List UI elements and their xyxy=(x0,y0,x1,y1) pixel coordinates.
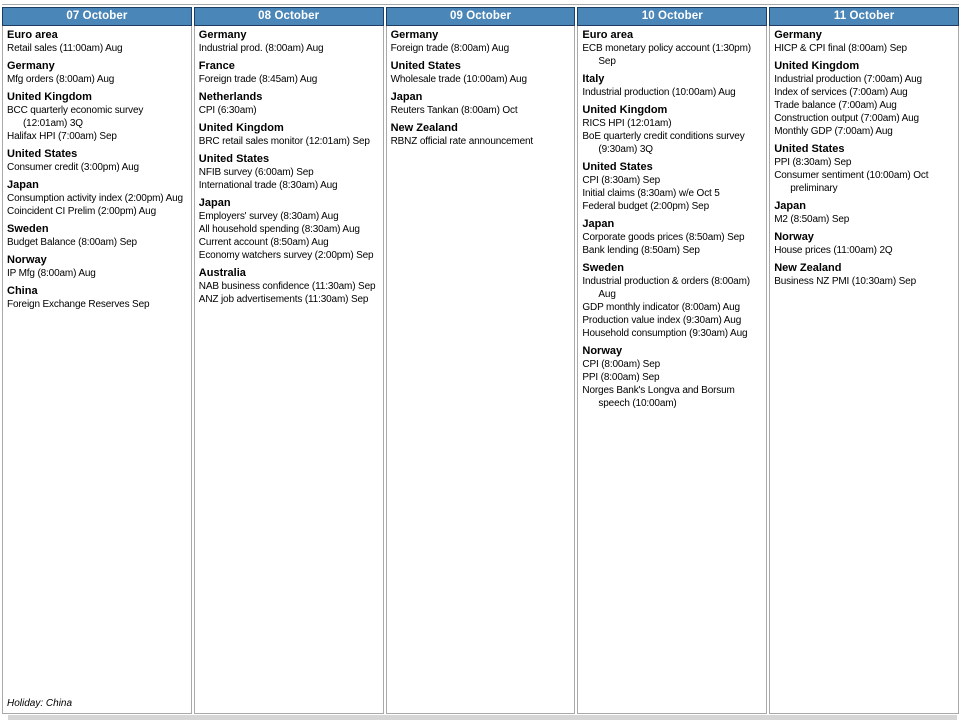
country-block xyxy=(199,91,380,117)
event-line: Consumer credit (3:00pm) Aug xyxy=(7,162,139,173)
country-name: United States xyxy=(198,153,270,165)
event-line: CPI (8:00am) Sep xyxy=(582,359,661,370)
country-name: Netherlands xyxy=(198,91,263,103)
country-block xyxy=(391,29,572,55)
event-line: Halifax HPI (7:00am) Sep xyxy=(7,131,117,142)
event-blocks xyxy=(391,29,572,148)
event-line: Index of services (7:00am) Aug xyxy=(774,87,908,98)
event-blocks xyxy=(7,29,188,311)
event-line: Reuters Tankan (8:00am) Oct xyxy=(390,105,518,116)
country-block xyxy=(582,345,763,410)
event-blocks xyxy=(582,29,763,410)
event-line: PPI (8:30am) Sep xyxy=(774,157,852,168)
country-block xyxy=(7,223,188,249)
event-line: CPI (8:30am) Sep xyxy=(582,175,661,186)
country-name: United States xyxy=(774,143,845,155)
country-block xyxy=(582,161,763,213)
country-name: Norway xyxy=(582,345,623,357)
event-line: Trade balance (7:00am) Aug xyxy=(774,100,897,111)
country-block xyxy=(391,60,572,86)
event-line: Initial claims (8:30am) w/e Oct 5 xyxy=(582,188,720,199)
event-line: PPI (8:00am) Sep xyxy=(582,372,660,383)
country-name: Japan xyxy=(390,91,423,103)
country-name: Germany xyxy=(390,29,439,41)
country-block xyxy=(7,254,188,280)
event-line: HICP & CPI final (8:00am) Sep xyxy=(774,43,907,54)
event-line: BCC quarterly economic survey (12:01am) 3Q xyxy=(7,105,144,129)
event-line: Bank lending (8:50am) Sep xyxy=(582,245,700,256)
event-line: Retail sales (11:00am) Aug xyxy=(7,43,123,54)
country-name: France xyxy=(198,60,235,72)
country-name: Sweden xyxy=(7,223,49,235)
event-line: Consumer sentiment (10:00am) Oct preliminary xyxy=(774,170,929,194)
day-column-header: 10 October xyxy=(577,7,767,26)
event-line: Industrial production (7:00am) Aug xyxy=(774,74,922,85)
country-name: Sweden xyxy=(582,262,624,274)
event-blocks xyxy=(774,29,955,288)
event-line: Economy watchers survey (2:00pm) Sep xyxy=(198,250,374,261)
day-column-body xyxy=(386,26,576,714)
event-line: All household spending (8:30am) Aug xyxy=(198,224,360,235)
country-name: United States xyxy=(390,60,461,72)
day-column xyxy=(386,7,576,714)
event-line: NFIB survey (6:00am) Sep xyxy=(198,167,314,178)
event-line: ECB monetary policy account (1:30pm) Sep xyxy=(582,43,751,67)
day-column xyxy=(2,7,192,714)
event-line: Industrial prod. (8:00am) Aug xyxy=(198,43,324,54)
event-blocks xyxy=(199,29,380,306)
country-block xyxy=(199,197,380,262)
country-block xyxy=(774,231,955,257)
day-column-body xyxy=(769,26,959,714)
event-line: Foreign Exchange Reserves Sep xyxy=(7,299,150,310)
event-line: BRC retail sales monitor (12:01am) Sep xyxy=(198,136,370,147)
event-line: Norges Bank's Longva and Borsum speech (10:00am) xyxy=(582,385,735,409)
country-block xyxy=(199,60,380,86)
event-line: International trade (8:30am) Aug xyxy=(198,180,338,191)
country-block xyxy=(774,262,955,288)
event-line: M2 (8:50am) Sep xyxy=(774,214,850,225)
country-block xyxy=(7,29,188,55)
country-name: Euro area xyxy=(582,29,634,41)
event-line: NAB business confidence (11:30am) Sep xyxy=(198,281,376,292)
country-block xyxy=(582,29,763,68)
country-block xyxy=(7,179,188,218)
event-line: Production value index (9:30am) Aug xyxy=(582,315,742,326)
country-name: Germany xyxy=(7,60,55,72)
country-name: China xyxy=(7,285,38,297)
country-name: Japan xyxy=(774,200,806,212)
event-line: CPI (6:30am) xyxy=(198,105,257,116)
event-line: Foreign trade (8:00am) Aug xyxy=(390,43,509,54)
country-block xyxy=(774,29,955,55)
country-name: United Kingdom xyxy=(774,60,860,72)
event-line: BoE quarterly credit conditions survey (9:30am) 3Q xyxy=(582,131,745,155)
country-block xyxy=(391,122,572,148)
day-column-header: 09 October xyxy=(386,7,576,26)
country-block xyxy=(7,91,188,143)
day-column-body xyxy=(2,26,192,714)
country-name: United Kingdom xyxy=(7,91,92,103)
country-block xyxy=(582,104,763,156)
event-line: Industrial production & orders (8:00am) Aug xyxy=(582,276,750,300)
country-block xyxy=(7,285,188,311)
country-name: New Zealand xyxy=(390,122,458,134)
event-line: IP Mfg (8:00am) Aug xyxy=(7,268,96,279)
country-name: United States xyxy=(7,148,78,160)
country-block xyxy=(582,262,763,340)
day-column-body xyxy=(194,26,384,714)
country-name: New Zealand xyxy=(774,262,842,274)
event-line: GDP monthly indicator (8:00am) Aug xyxy=(582,302,740,313)
country-name: Japan xyxy=(198,197,231,209)
country-block xyxy=(774,60,955,138)
day-column-header: 08 October xyxy=(194,7,384,26)
day-column xyxy=(194,7,384,714)
event-line: ANZ job advertisements (11:30am) Sep xyxy=(198,294,369,305)
event-line: Monthly GDP (7:00am) Aug xyxy=(774,126,893,137)
event-line: RICS HPI (12:01am) xyxy=(582,118,672,129)
event-line: Coincident CI Prelim (2:00pm) Aug xyxy=(7,206,157,217)
country-block xyxy=(774,200,955,226)
event-line: RBNZ official rate announcement xyxy=(390,136,534,147)
event-line: Federal budget (2:00pm) Sep xyxy=(582,201,709,212)
event-line: Budget Balance (8:00am) Sep xyxy=(7,237,137,248)
country-name: Italy xyxy=(582,73,605,85)
country-block xyxy=(582,73,763,99)
country-name: Germany xyxy=(198,29,247,41)
country-name: Euro area xyxy=(7,29,58,41)
event-line: Foreign trade (8:45am) Aug xyxy=(198,74,318,85)
day-column xyxy=(577,7,767,714)
country-name: Germany xyxy=(774,29,822,41)
country-name: Japan xyxy=(582,218,615,230)
economic-calendar xyxy=(2,4,959,714)
event-line: Wholesale trade (10:00am) Aug xyxy=(390,74,527,85)
day-column xyxy=(769,7,959,714)
country-name: Norway xyxy=(774,231,814,243)
event-line: Mfg orders (8:00am) Aug xyxy=(7,74,115,85)
country-name: Japan xyxy=(7,179,39,191)
event-line: Employers' survey (8:30am) Aug xyxy=(198,211,339,222)
country-name: Norway xyxy=(7,254,47,266)
country-name: Australia xyxy=(198,267,246,279)
country-block xyxy=(7,60,188,86)
country-block xyxy=(582,218,763,257)
table-bottom-shadow xyxy=(8,715,957,720)
country-name: United Kingdom xyxy=(198,122,284,134)
event-line: Current account (8:50am) Aug xyxy=(198,237,329,248)
country-block xyxy=(199,122,380,148)
day-column-header: 11 October xyxy=(769,7,959,26)
country-block xyxy=(391,91,572,117)
event-line: Household consumption (9:30am) Aug xyxy=(582,328,748,339)
event-line: Consumption activity index (2:00pm) Aug xyxy=(7,193,183,204)
country-block xyxy=(199,153,380,192)
country-block xyxy=(774,143,955,195)
day-column-header: 07 October xyxy=(2,7,192,26)
event-line: House prices (11:00am) 2Q xyxy=(774,245,893,256)
country-name: United States xyxy=(582,161,653,173)
country-name: United Kingdom xyxy=(582,104,668,116)
event-line: Construction output (7:00am) Aug xyxy=(774,113,919,124)
country-block xyxy=(199,29,380,55)
holiday-note: Holiday: China xyxy=(7,698,73,709)
event-line: Business NZ PMI (10:30am) Sep xyxy=(774,276,917,287)
country-block xyxy=(199,267,380,306)
event-line: Corporate goods prices (8:50am) Sep xyxy=(582,232,745,243)
day-column-body xyxy=(577,26,767,714)
country-block xyxy=(7,148,188,174)
event-line: Industrial production (10:00am) Aug xyxy=(582,87,736,98)
